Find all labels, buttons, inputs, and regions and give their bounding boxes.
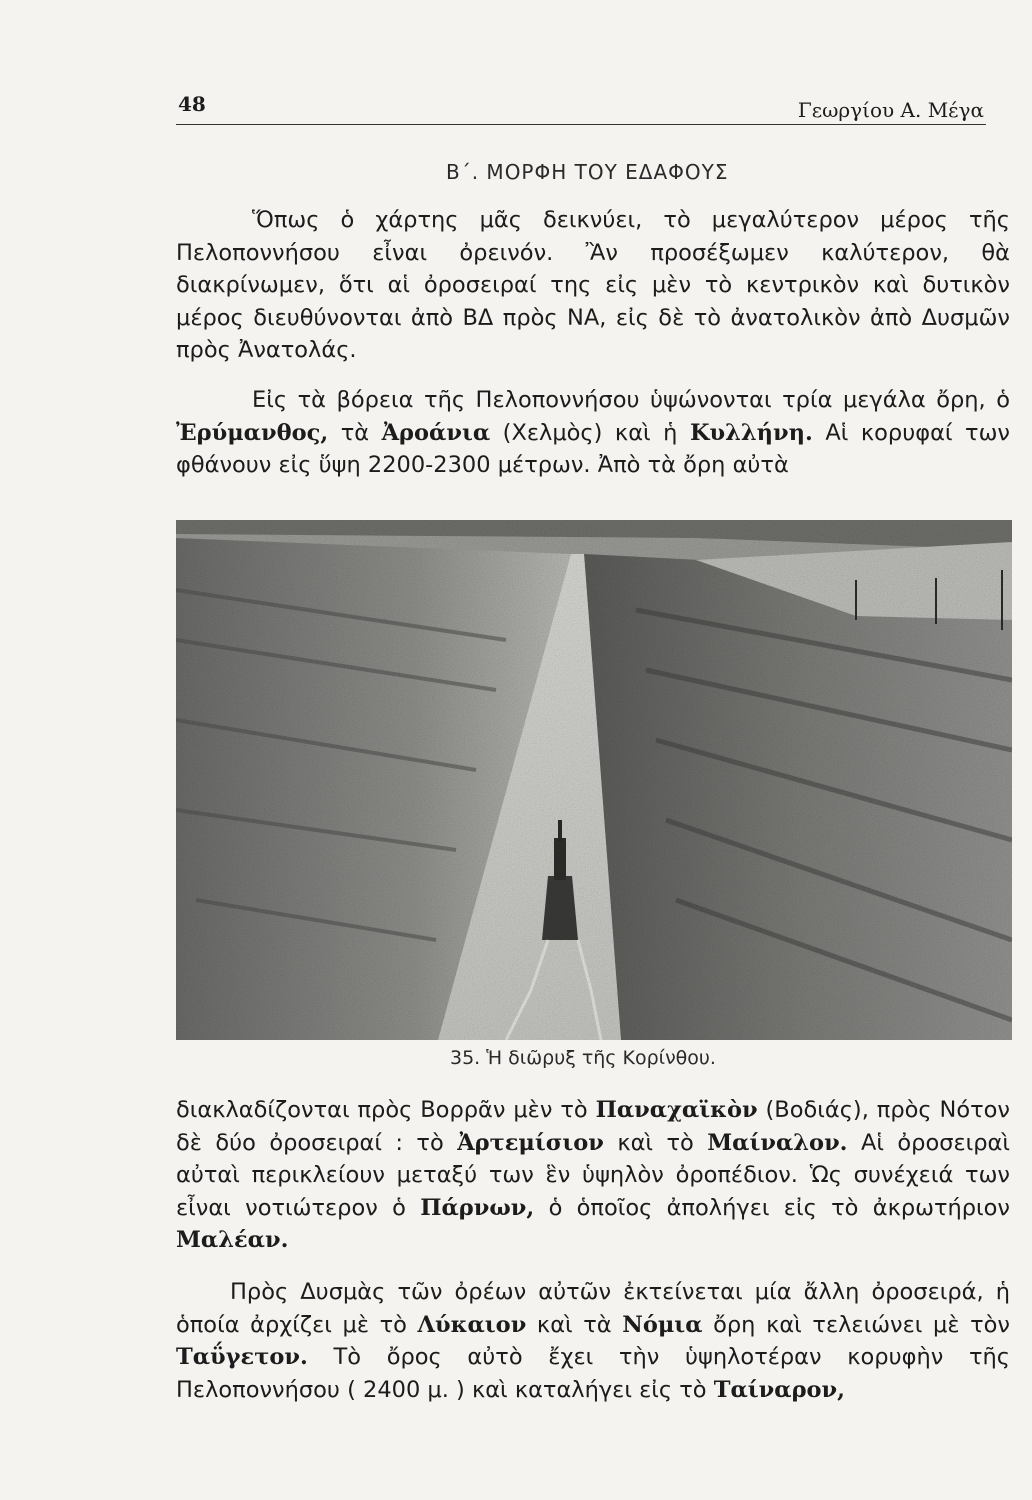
text-run: (Βοδιάς), πρὸς Νότον δὲ δύο ὀροσειραί : τὸ: [176, 1097, 1010, 1156]
running-head: Γεωργίου Α. Μέγα: [797, 98, 984, 122]
text-run: Τὸ ὄρος αὐτὸ ἔχει τὴν ὑψηλοτέραν κορυφὴν τῆς Πελοποννήσου ( 2400 μ. ) καὶ καταλήγει εἰς τὸ: [176, 1344, 1010, 1403]
mountain-name-artemision: Ἀρτεμίσιον: [457, 1129, 604, 1156]
cape-name-malea: Μαλέαν.: [176, 1227, 289, 1253]
mountain-name-taygetos: Ταΰγετον.: [176, 1344, 308, 1370]
paragraph-2: [176, 384, 1010, 482]
corinth-canal-illustration: [176, 520, 1012, 1040]
text-run: καὶ τὸ: [603, 1129, 708, 1156]
page-header: [176, 90, 986, 125]
text-run: Πρὸς Δυσμὰς τῶν ὀρέων αὐτῶν ἐκτείνεται μία ἄλλη ὀροσειρά, ἡ ὁποία ἀρχίζει μὲ τὸ: [176, 1279, 1010, 1338]
mountain-name-nomia: Νόμια: [622, 1311, 703, 1338]
text-run: Εἰς τὰ βόρεια τῆς Πελοποννήσου ὑψώνονται τρία μεγάλα ὄρη, ὁ: [252, 387, 1010, 413]
mountain-name-panachaikon: Παναχαϊκὸν: [595, 1097, 758, 1123]
text-run: ὄρη καὶ τελειώνει μὲ τὸν: [702, 1311, 1010, 1338]
figure-caption: 35. Ἡ διῶρυξ τῆς Κορίνθου.: [450, 1047, 716, 1069]
text-run: ὁ ὁποῖος ἀπολήγει εἰς τὸ ἀκρωτήριον: [534, 1194, 1011, 1221]
text-run: καὶ τὰ: [526, 1311, 623, 1338]
text-run: τὰ: [328, 419, 382, 446]
text-run: διακλαδίζονται πρὸς Βορρᾶν μὲν τὸ: [176, 1097, 596, 1123]
mountain-name-mainalon: Μαίναλον.: [707, 1129, 848, 1156]
mountain-name-kyllini: Κυλλήνη.: [689, 419, 813, 446]
cape-name-tainaron: Ταίναρον,: [713, 1376, 846, 1403]
mountain-name-parnon: Πάρνων,: [420, 1194, 535, 1221]
mountain-name-erymanthos: Ἐρύμανθος,: [176, 419, 329, 446]
text-run: Αἱ ὀροσειραὶ αὐταὶ περικλείουν μεταξύ των ἓν ὑψηλὸν ὀροπέδιον. Ὡς συνέχειά των εἶναι νοτιώτερον ὁ: [176, 1129, 1010, 1221]
paragraph-4: [176, 1276, 1010, 1406]
text-run: Αἱ κορυφαί των φθάνουν εἰς ὕψη 2200-2300 μέτρων. Ἀπὸ τὰ ὄρη αὐτὰ: [176, 419, 1010, 478]
text-run: (Χελμὸς) καὶ ἡ: [490, 419, 690, 446]
paragraph-1: Ὅπως ὁ χάρτης μᾶς δεικνύει, τὸ μεγαλύτερον μέρος τῆς Πελοποννήσου εἶναι ὀρεινόν. Ἂν προσέξωμεν καλύτερον, θὰ διακρίνωμεν, ὅτι αἱ ὀροσειραί της εἰς μὲν τὸ κεντρικὸν καὶ δυτικὸν μέρος διευθύνονται ἀπὸ ΒΔ πρὸς ΝΑ, εἰς δὲ τὸ ἀνατολικὸν ἀπὸ Δυσμῶν πρὸς Ἀνατολάς.: [176, 207, 1010, 363]
paragraph-3: [176, 1094, 1010, 1257]
section-title: Β΄. ΜΟΡΦΗ ΤΟΥ ΕΔΑΦΟΥΣ: [446, 160, 729, 184]
page-number: 48: [178, 92, 206, 116]
corinth-canal-photo: [176, 520, 1012, 1040]
mountain-name-aroania: Ἀροάνια: [381, 419, 491, 446]
mountain-name-lykaion: Λύκαιον: [417, 1311, 527, 1338]
